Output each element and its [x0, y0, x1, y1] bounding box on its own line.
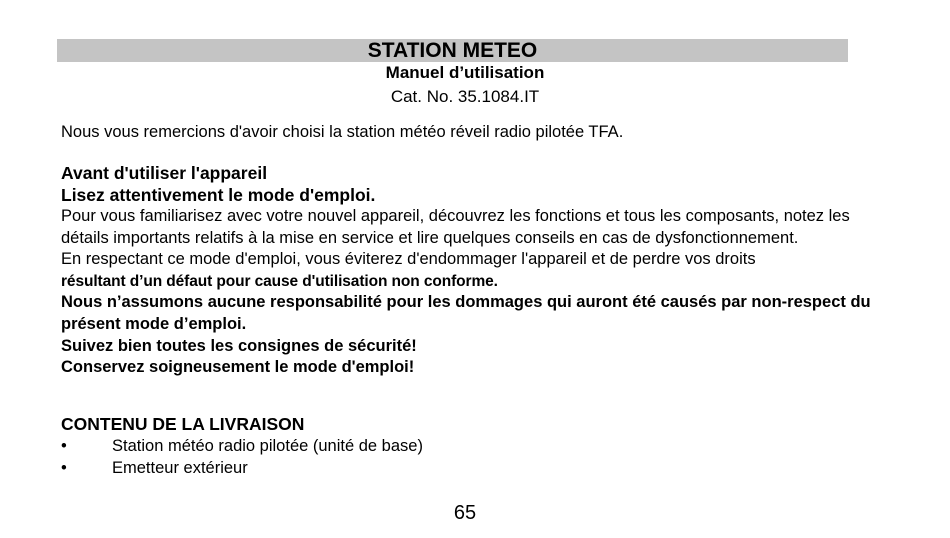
warning-safety-instructions: Suivez bien toutes les consignes de sécurité!: [61, 336, 417, 355]
paragraph-respect-manual-cont: résultant d’un défaut pour cause d'utilisation non conforme.: [61, 272, 498, 290]
list-item: [61, 436, 901, 458]
list-item: [61, 458, 901, 480]
paragraph-familiarize: Pour vous familiarisez avec votre nouvel appareil, découvrez les fonctions et tous les composants, notez les détails importants relatifs à la mise en service et lire quelques conseils en cas de dysfonctionnement.: [61, 207, 850, 247]
section-heading-before-use: Avant d'utiliser l'appareil: [61, 163, 268, 183]
warning-no-liability: Nous n’assumons aucune responsabilité pour les dommages qui auront été causés par non-respect du présent mode d’emploi.: [61, 293, 871, 333]
document-subtitle: Manuel d’utilisation: [385, 63, 545, 82]
section-heading-delivery-contents: CONTENU DE LA LIVRAISON: [61, 414, 305, 434]
intro-paragraph: Nous vous remercions d'avoir choisi la station météo réveil radio pilotée TFA.: [61, 123, 624, 141]
section-subheading-read-manual: Lisez attentivement le mode d'emploi.: [61, 185, 376, 205]
section-delivery-contents: [61, 413, 901, 480]
list-item-label: Station météo radio pilotée (unité de base): [112, 437, 423, 455]
bullet-icon: •: [61, 437, 67, 455]
page-number: 65: [453, 502, 477, 524]
paragraph-respect-manual: En respectant ce mode d'emploi, vous éviterez d'endommager l'appareil et de perdre vos droits: [61, 250, 756, 269]
list-item-label: Emetteur extérieur: [112, 459, 248, 477]
document-title: STATION METEO: [57, 39, 848, 62]
bullet-icon: •: [61, 459, 67, 477]
section-before-use: [61, 162, 901, 379]
warning-keep-manual: Conservez soigneusement le mode d'emploi!: [61, 358, 415, 377]
catalog-number: Cat. No. 35.1084.IT: [390, 87, 540, 106]
